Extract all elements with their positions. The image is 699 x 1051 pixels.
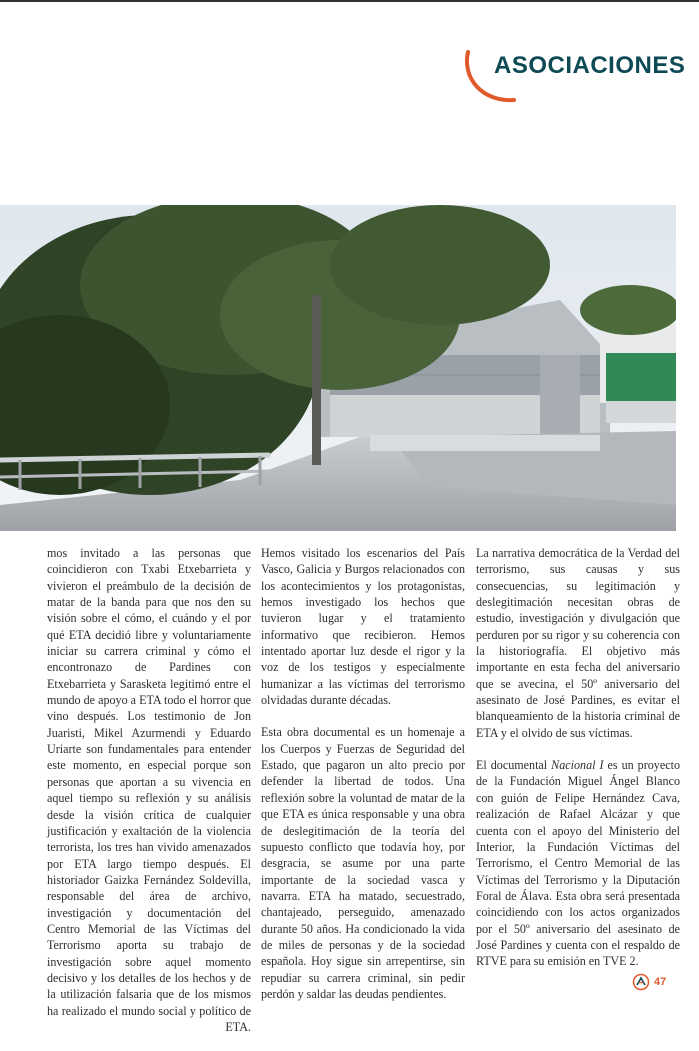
column-1-paragraph-1: mos invitado a las personas que coincidieron con Txabi Etxebarrieta y vivieron el preámbulo de la decisión de matar de la banda para que nos den su visión sobre el cómo, el cuándo y el por qué ETA decidió libre y voluntariamente iniciar su carrera criminal y cómo el encontronazo de Pardines con Etxebarrieta y Sarasketa legitimó entre el mundo de apoyo a ETA todo el horror que vino después. Los testimonio de Jon Juaristi, Mikel Azurmendi y Eduardo Uriarte son fundamentales para entender este momento, en especial porque son personas que aportan a su vivencia en aquel tiempo su reflexión y su análisis desde la visión crítica de cualquier justificación y exaltación de la violencia terrorista, los tres han vivido amenazados por ETA largo tiempo después. El historiador Gaizka Fernández Soldevilla, responsable del área de archivo, investigación y documentación del Centro Memorial de las Víctimas del Terrorismo aporta su trabajo de investigación sobre aquel momento decisivo y los detalles de los hechos y de la utilización falsaria que de los mismos ha realizado el mundo social y político de ETA. [47,546,251,1034]
column-1 [47,545,251,1051]
column-2-paragraph-1: Hemos visitado los escenarios del País Vasco, Galicia y Burgos relacionados con los acontecimientos y los protagonistas, hemos investigado los hechos que tuvieron lugar y el tratamiento informativo que recibieron. Hemos intentado aportar luz desde el rigor y la voz de los testigos y especialmente humanizar a las víctimas del terrorismo olvidadas durante décadas. [261,546,465,708]
column-3-paragraph-1: La narrativa democrática de la Verdad del terrorismo, sus causas y sus consecuencias, su legitimación y deslegitimación necesitan obras de estudio, investigación y divulgación que perduren por su rigor y su coherencia con la historiografía. El objetivo más importante en esta fecha del aniversario que se avecina, el 50º aniversario del asesinato de José Pardines, es evitar el blanqueamiento de la historia criminal de ETA y el olvido de sus víctimas. [476,546,680,740]
p2-rest: es un proyecto de la Fundación Miguel Ángel Blanco con guión de Felipe Hernández Cava, realización de Rafael Alcázar y que cuenta con el apoyo del Ministerio del Interior, la Fundación Víctimas del Terrorismo, el Centro Memorial de las Víctimas del Terrorismo y la Diputación Foral de Álava. Esta obra será presentada coincidiendo con los actos organizados por el 50º aniversario del asesinato de José Pardines y cuenta con el respaldo de RTVE para su emisión en TVE 2. [476,758,680,969]
column-2-paragraph-2: Esta obra documental es un homenaje a los Cuerpos y Fuerzas de Seguridad del Estado, que pagaron un alto precio por defender la libertad de todos. Una reflexión sobre la voluntad de matar de la que ETA es única responsable y una obra de deslegitimación de la teoría del supuesto conflicto que todavía hoy, por desgracia, se asume por una parte importante de la sociedad vasca y navarra. ETA ha matado, secuestrado, chantajeado, perseguido, amenazado durante 50 años. Ha condicionado la vida de miles de personas y de la sociedad española. Hoy sigue sin arrepentirse, sin repudiar su carrera criminal, sin pedir perdón y saldar las deudas pendientes. [261,725,465,1001]
section-title: ASOCIACIONES [494,52,686,79]
foundation-logo-icon [632,973,650,991]
top-rule [0,0,699,2]
column-2 [261,545,465,1018]
section-header [462,48,699,108]
p2-lead: El documental [476,758,552,773]
page-number: 47 [654,976,667,988]
article-photo [0,205,676,531]
documentary-title: Nacional I [551,758,604,773]
page-folio [632,972,666,992]
column-3-paragraph-2 [476,757,680,969]
column-3 [476,545,680,986]
